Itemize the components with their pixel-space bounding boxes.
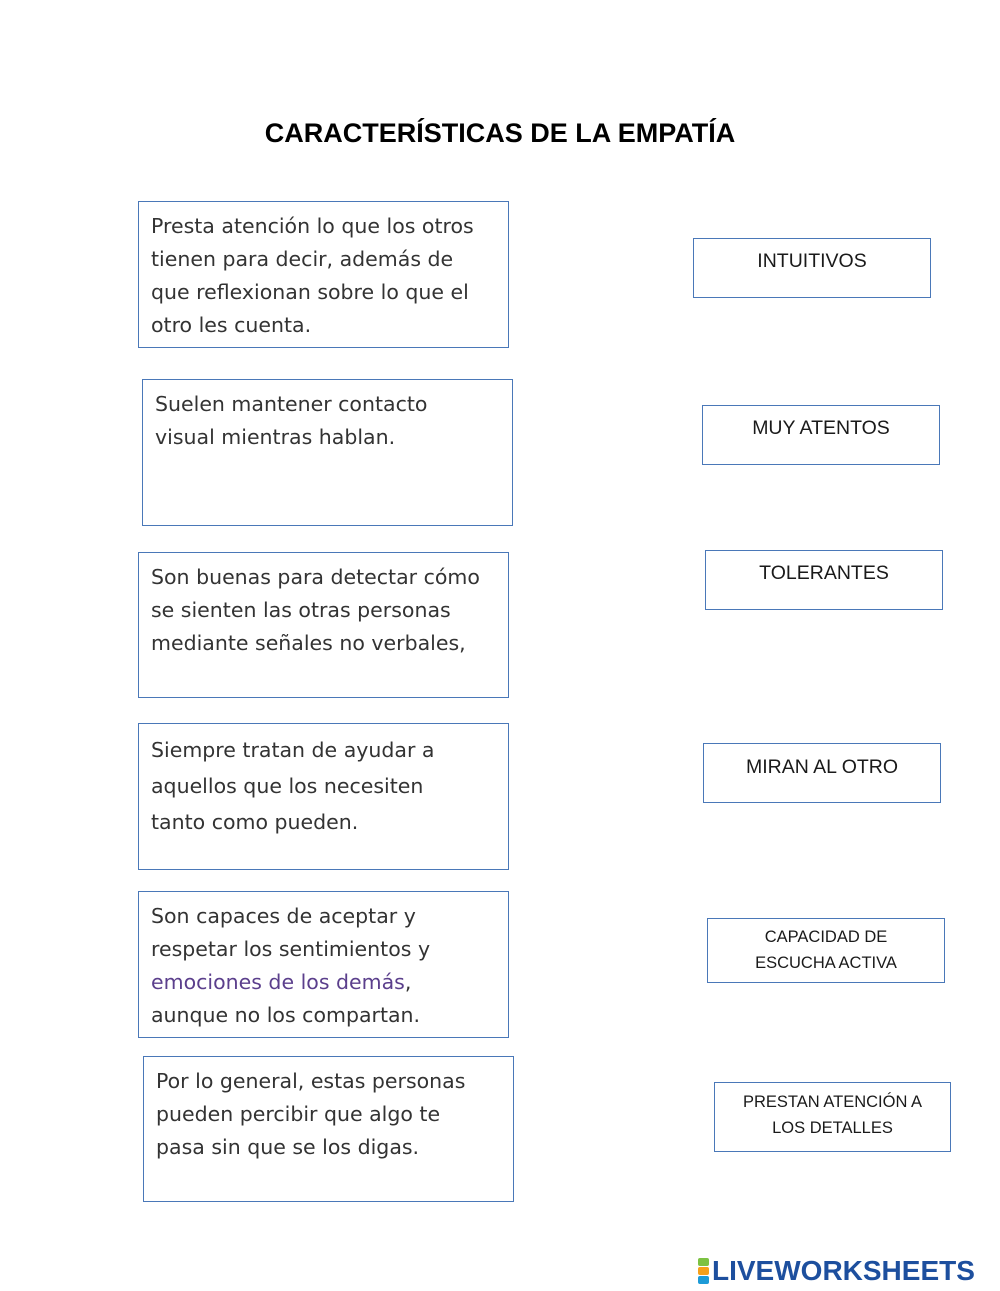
label-text-intuitivos: INTUITIVOS (757, 250, 867, 272)
label-box-capacidad-escucha[interactable] (707, 918, 945, 983)
liveworksheets-logo-icon (698, 1258, 709, 1284)
description-text-3: Son buenas para detectar cómo se sienten las otras personas mediante señales no verbales, (151, 565, 480, 655)
label-text-muy-atentos: MUY ATENTOS (752, 417, 890, 439)
label-box-prestan-atencion[interactable] (714, 1082, 951, 1152)
description-text-1: Presta atención lo que los otros tienen para decir, además de que reflexionan sobre lo que el otro les cuenta. (151, 214, 474, 337)
page-title: CARACTERÍSTICAS DE LA EMPATÍA (264, 118, 736, 148)
logo-block-blue (698, 1276, 709, 1284)
label-text-capacidad-escucha: CAPACIDAD DE ESCUCHA ACTIVA (755, 928, 897, 972)
logo-block-green (698, 1258, 709, 1266)
description-text-2: Suelen mantener contacto visual mientras hablan. (155, 392, 428, 449)
description-box-2[interactable] (142, 379, 513, 526)
label-text-miran-al-otro: MIRAN AL OTRO (745, 756, 899, 778)
description-link-emociones[interactable]: emociones de los demás (151, 970, 405, 994)
logo-block-orange (698, 1267, 709, 1275)
description-box-6[interactable] (143, 1056, 514, 1202)
label-box-muy-atentos[interactable] (702, 405, 940, 465)
description-box-1[interactable] (138, 201, 509, 348)
liveworksheets-logo (698, 1254, 975, 1288)
description-box-5[interactable] (138, 891, 509, 1038)
label-box-tolerantes[interactable] (705, 550, 943, 610)
description-box-4[interactable] (138, 723, 509, 870)
description-text-6: Por lo general, estas personas pueden percibir que algo te pasa sin que se los digas. (156, 1069, 466, 1159)
liveworksheets-logo-text: LIVEWORKSHEETS (712, 1255, 975, 1286)
description-text-4: Siempre tratan de ayudar a aquellos que los necesiten tanto como pueden. (151, 738, 435, 834)
label-text-tolerantes: TOLERANTES (759, 562, 889, 584)
description-text-5b: , aunque no los compartan. (151, 970, 421, 1027)
description-text-5a: Son capaces de aceptar y respetar los sentimientos y (151, 904, 431, 961)
label-text-prestan-atencion: PRESTAN ATENCIÓN A LOS DETALLES (742, 1093, 923, 1137)
label-box-miran-al-otro[interactable] (703, 743, 941, 803)
label-box-intuitivos[interactable] (693, 238, 931, 298)
description-box-3[interactable] (138, 552, 509, 698)
